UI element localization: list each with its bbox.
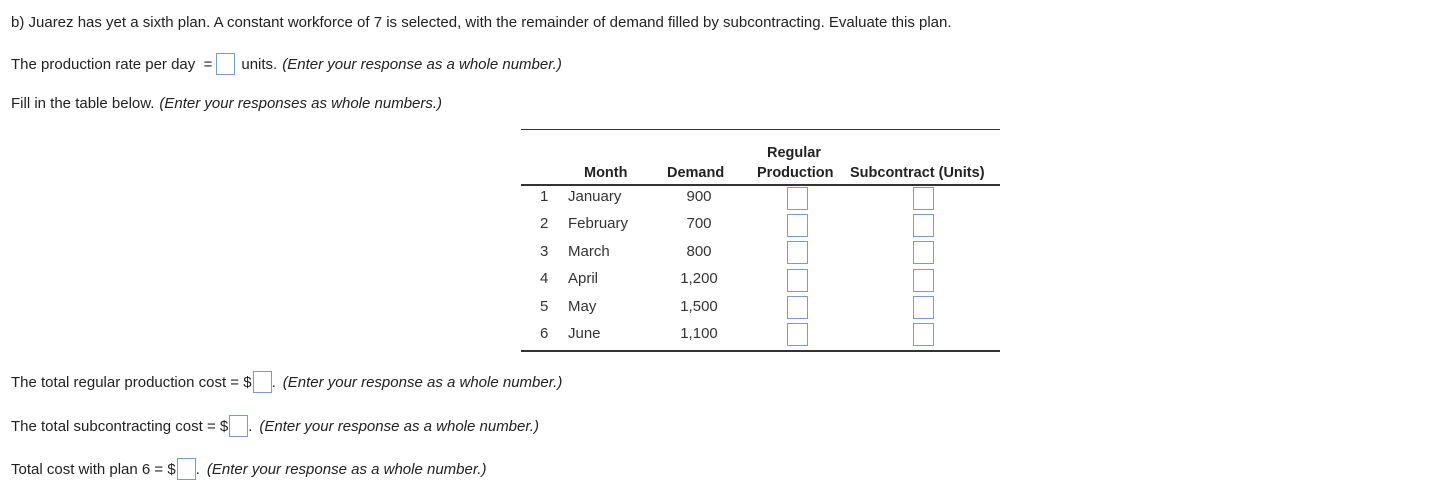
subcontract-input[interactable]	[913, 187, 934, 210]
total-cost-label: Total cost with plan 6 = $	[11, 460, 176, 478]
subcontract-input[interactable]	[913, 323, 934, 346]
total-cost-row	[11, 458, 486, 480]
regular-production-input[interactable]	[787, 323, 808, 346]
row-index: 6	[540, 325, 549, 342]
row-index: 3	[540, 243, 549, 260]
row-index: 1	[540, 188, 549, 205]
row-month: June	[568, 325, 601, 342]
subcontract-input[interactable]	[913, 296, 934, 319]
header-rule	[521, 184, 1000, 186]
row-demand: 900	[686, 188, 712, 205]
regular-cost-suffix: .	[271, 373, 276, 391]
regular-production-input[interactable]	[787, 241, 808, 264]
subcontract-cost-label: The total subcontracting cost = $	[11, 417, 229, 435]
regular-production-input[interactable]	[787, 296, 808, 319]
row-demand: 800	[686, 243, 712, 260]
row-index: 5	[540, 298, 549, 315]
regular-cost-row	[11, 371, 562, 393]
production-rate-row	[11, 53, 562, 75]
regular-cost-input[interactable]	[253, 371, 272, 393]
row-index: 4	[540, 270, 549, 287]
subcontract-cost-suffix: .	[248, 417, 253, 435]
production-rate-label: The production rate per day =	[11, 55, 213, 73]
production-rate-input[interactable]	[216, 53, 235, 75]
table-bottom-rule	[521, 350, 1000, 352]
row-demand: 700	[686, 215, 712, 232]
header-subcontract: Subcontract (Units)	[850, 165, 985, 181]
row-month: April	[568, 270, 599, 287]
subcontract-cost-input[interactable]	[229, 415, 248, 437]
row-month: March	[568, 243, 610, 260]
row-month: February	[568, 215, 629, 232]
production-rate-units: units.	[241, 55, 278, 73]
row-demand: 1,100	[680, 325, 718, 342]
row-demand: 1,200	[680, 270, 718, 287]
row-index: 2	[540, 215, 549, 232]
subcontract-input[interactable]	[913, 214, 934, 237]
total-cost-hint: (Enter your response as a whole number.)	[206, 460, 487, 478]
regular-production-input[interactable]	[787, 214, 808, 237]
regular-cost-label: The total regular production cost = $	[11, 373, 252, 391]
header-regular-line1: Regular	[767, 145, 821, 161]
subcontract-cost-hint: (Enter your response as a whole number.)	[259, 417, 539, 435]
fill-table-instruction	[11, 95, 442, 112]
question-part-b: b) Juarez has yet a sixth plan. A constant workforce of 7 is selected, with the remainder of demand filled by subcontracting. Evaluate this plan.	[11, 14, 952, 31]
regular-cost-hint: (Enter your response as a whole number.)	[282, 373, 563, 391]
fill-table-label: Fill in the table below.	[11, 95, 155, 112]
total-cost-input[interactable]	[177, 458, 196, 480]
regular-production-input[interactable]	[787, 269, 808, 292]
question-text	[11, 14, 952, 31]
production-rate-hint: (Enter your response as a whole number.)	[282, 55, 562, 73]
header-month: Month	[584, 165, 628, 181]
header-demand: Demand	[667, 165, 725, 181]
subcontract-input[interactable]	[913, 269, 934, 292]
total-cost-suffix: .	[195, 460, 200, 478]
table-top-rule	[521, 129, 1000, 130]
row-demand: 1,500	[680, 298, 718, 315]
subcontract-input[interactable]	[913, 241, 934, 264]
subcontract-cost-row	[11, 415, 539, 437]
fill-table-hint: (Enter your responses as whole numbers.)	[159, 95, 443, 112]
regular-production-input[interactable]	[787, 187, 808, 210]
row-month: May	[568, 298, 597, 315]
header-regular-line2: Production	[757, 165, 834, 181]
row-month: January	[568, 188, 622, 205]
